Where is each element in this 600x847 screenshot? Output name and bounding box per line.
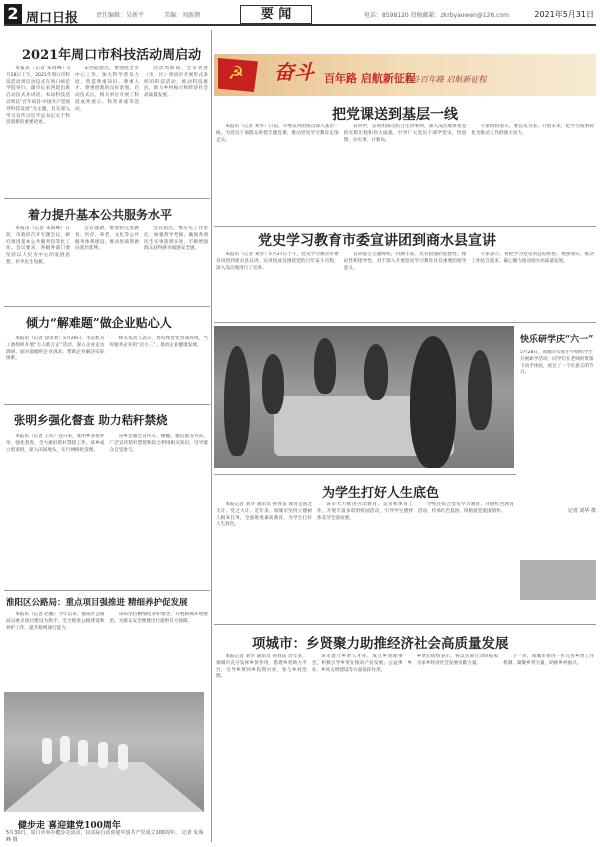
paragraph: 宣讲中，宣讲团成员结合生动事例，深入浅出地讲述党的光辉历程和伟大成就，引导广大党员干部学党史、悟思想、办实事、开新局。 (343, 124, 467, 143)
photo-caption-title: 健步走 喜迎建党100周年 (18, 821, 121, 831)
divider (214, 322, 596, 323)
students-col (317, 502, 413, 620)
paragraph: 本报讯（记者 刘华）日前，市委宣讲团成员深入基层一线，为党员干部群众讲授专题党课，推动党史学习教育走深走实。 (216, 124, 339, 143)
banner-tail: 奋斗百年路 启航新征程 (404, 75, 487, 84)
paragraph: 本报讯（记者 徐永智）5月28日，市直机关工委组织开展“万人助万企”活动，深入企业走访调研，面对面倾听企业诉求，帮助企业解决实际困难。 (6, 336, 105, 362)
xiangcheng-body (216, 654, 594, 840)
runner-figure (118, 744, 128, 770)
paragraph: 该局坚持精细化养护理念，开展路域环境整治，为群众安全便捷出行提供有力保障。 (109, 612, 208, 624)
column-divider (211, 30, 212, 842)
township-headline: 张明乡强化督查 助力秸秆禁烧 (14, 413, 168, 427)
grassroots-col (216, 124, 339, 222)
paragraph: 学校还结合党史学习教育，开展红色教育活动，传承红色基因，厚植爱党爱国情怀。 (418, 502, 514, 514)
sidebar-paragraph: 5月28日，项城市实验小学组织学生开展研学活动，同学们在老师的带领下动手体验，度过了一个有意义的节日。 (520, 350, 594, 376)
banner-sub: 百年路 启航新征程 (324, 72, 416, 85)
paragraph: 本报讯（记者 赵鹏）今年以来，淮阳区公路局以重点项目建设为抓手，全力推进公路建设和养护工作，提升路网通行能力。 (6, 612, 105, 631)
handle-col (6, 336, 105, 400)
sidebar-credit: 记者 刘华 摄 (567, 508, 596, 514)
runner-figure (60, 736, 70, 762)
walking-photo (4, 692, 204, 812)
paragraph: 本报记者 刘华 通讯员 孙春雷 近年来，项城市充分发挥乡贤作用，搭建乡贤助力平台，引导乡贤回乡投资兴业、参与乡村治理。 (216, 654, 307, 680)
tech-col (75, 66, 139, 194)
study-tour-photo (214, 326, 514, 468)
xiangcheng-col (312, 654, 403, 840)
shangshui-col (216, 252, 339, 318)
tech-col (6, 66, 70, 194)
paragraph: 会议强调，要加快完善教育、医疗、养老、文化等公共服务体系建设，推动优质资源向基层延伸。 (75, 226, 139, 252)
service-col (75, 226, 139, 302)
runner-figure (98, 742, 108, 768)
issue-date: 2021年5月31日 (534, 10, 594, 19)
runner-figure (78, 740, 88, 766)
paragraph: 宋西超指出，要围绕全市中心工作，加大科学普及力度，营造尊重知识、尊重人才、尊重创新的良好氛围。启动仪式后，相关单位开展了科技成果展示、科普讲座等活动。 (75, 66, 139, 112)
divider (214, 474, 516, 475)
paragraph: 相关负责人表示，将持续优化营商环境，当好服务企业的“店小二”，推动企业健康发展。 (109, 336, 208, 348)
paragraph: 大家表示，将把学习党史同总结经验、观照现实、推动工作结合起来，凝心聚力推动商水高质量发展。 (471, 252, 595, 264)
handle-body (6, 336, 208, 400)
section-label: 要 闻 (240, 5, 312, 24)
grassroots-col (471, 124, 594, 222)
banner-main: 奋斗 (274, 60, 314, 84)
student-figure (314, 338, 336, 394)
sidebar-title: 快乐研学庆“六一” (520, 335, 594, 345)
handle-headline: 倾力“解难题”做企业贴心人 (26, 316, 172, 330)
divider (4, 198, 210, 199)
handle-col (110, 336, 209, 400)
township-col (6, 434, 105, 586)
tech-body (6, 66, 208, 194)
paragraph: 该乡还通过宣传车、横幅、微信群等方式，广泛宣传秸秆禁烧和综合利用相关知识，引导群众自觉参与。 (109, 434, 208, 453)
service-body (6, 226, 208, 302)
student-figure (364, 344, 388, 400)
student-figure (410, 336, 456, 468)
divider (214, 624, 596, 625)
shangshui-headline: 党史学习教育市委宣讲团到商水县宣讲 (258, 233, 496, 249)
huaiyang-col (6, 612, 105, 688)
divider (4, 404, 210, 405)
divider (4, 590, 210, 591)
caption-text: 5月30日，周口市举办健步走活动，以实际行动喜迎中国共产党成立100周年。 (6, 830, 181, 836)
small-photo (520, 560, 596, 600)
xiangcheng-col (503, 654, 594, 840)
service-headline: 着力提升基本公共服务水平 (28, 208, 173, 222)
tech-headline: 2021年周口市科技活动周启动 (22, 48, 202, 63)
township-col (110, 434, 209, 586)
anniversary-banner (214, 54, 596, 96)
paragraph: 活动周期间，全市各县（市、区）将同步开展形式多样的科技活动，推动科技惠民，助力乡村振兴和经济社会高质量发展。 (144, 66, 208, 99)
road-shape (4, 762, 204, 812)
shangshui-body (216, 252, 594, 318)
tech-col (144, 66, 208, 194)
party-emblem-icon: ☭ (227, 63, 245, 84)
grassroots-col (344, 124, 467, 222)
page-number: 2 (4, 4, 22, 24)
divider (214, 226, 596, 227)
paragraph: 本报讯（记者 朱海峰）日前，市政府召开专题会议，研究推进基本公共服务均等化工作。会议要求，各级各部门要坚持以人民为中心的发展思想，补齐民生短板。 (6, 226, 70, 265)
paragraph: 下一步，项城市将进一步完善乡贤工作机制，凝聚乡贤力量，助推乡村振兴。 (503, 654, 594, 666)
paragraph: 大家纷纷表示，要以史为鉴、开创未来，把学习成果转化为推动工作的强大动力。 (471, 124, 595, 136)
service-col (6, 226, 70, 302)
photo-caption (6, 830, 206, 844)
paragraph: 该市大力推进劳动教育、美育和体育工作，开展丰富多彩的校园活动，引导学生德智体美劳全面发展。 (317, 502, 413, 521)
huaiyang-col (110, 612, 209, 688)
paper-name: 周口日报 (26, 11, 79, 26)
paragraph: 该市建立乡贤人才库，成立乡贤理事会，积极引导乡贤在推动产业发展、公益事业、乡风文明建设等方面发挥作用。 (311, 654, 403, 673)
paragraph: 本报讯（记者 王伟）连日来，张明乡多措并举，强化督查，全力做好秸秆禁烧工作。该乡成立督查组，深入田间地头，实行网格化管理。 (6, 434, 105, 453)
paragraph: 会议指出，要压实工作责任，加强督导考核，确保各项民生实事落到实处，不断增强群众获得感幸福感安全感。 (144, 226, 208, 252)
students-headline: 为学生打好人生底色 (322, 486, 440, 501)
paragraph: 乡贤们纷纷表示，将以实际行动回报家乡，为家乡经济社会发展贡献力量。 (407, 654, 499, 666)
masthead (4, 4, 596, 26)
students-col (216, 502, 312, 620)
huaiyang-body (6, 612, 208, 688)
paragraph: 本报讯（记者 刘华）5月27日上午，党史学习教育市委宣讲团到商水县宣讲。宣讲团成员围绕党的百年奋斗历程，深入浅出地进行了宣讲。 (216, 252, 339, 271)
township-body (6, 434, 208, 586)
editor-info: 责任编辑：吴新平 (96, 12, 145, 19)
caption-credit: 记者 朱海峰 摄 (6, 830, 204, 843)
students-col (418, 502, 514, 620)
service-col (144, 226, 208, 302)
contact-info: 电话：8598120 投稿邮箱：zkrbyaowen@126.com (364, 12, 510, 19)
shangshui-col (344, 252, 467, 318)
sidebar-text (520, 350, 596, 500)
grassroots-headline: 把党课送到基层一线 (332, 107, 458, 123)
students-body (216, 502, 514, 620)
paragraph: 本报讯（记者 朱海峰）5月28日上午，2021年周口市科技活动周启动仪式在周口师范学院举行。副市长宋西超出席启动仪式并讲话。本届科技活动周以“百年回首·中国共产党领导科技发展”为主题，旨在深入学习宣传习近平总书记关于科技创新的重要论述。 (6, 66, 70, 126)
huaiyang-headline: 淮阳区公路局：重点项目强推进 精细养护促发展 (6, 598, 188, 608)
xiangcheng-col (408, 654, 499, 840)
student-figure (468, 350, 492, 430)
shangshui-col (471, 252, 594, 318)
xiangcheng-col (216, 654, 307, 840)
student-figure (224, 346, 250, 456)
xiangcheng-headline: 项城市：乡贤聚力助推经济社会高质量发展 (252, 636, 509, 652)
designer-info: 美编：刘新颜 (164, 12, 201, 19)
grassroots-body (216, 124, 594, 222)
paragraph: 宣讲报告主题鲜明、内涵丰富，具有很强的思想性、理论性和指导性，对于深入开展党史学习教育具有重要的指导意义。 (343, 252, 467, 271)
runner-figure (42, 738, 52, 764)
paragraph: 本报记者 刘华 通讯员 孙春雷 教育是国之大计、党之大计。近年来，项城市坚持立德树人根本任务，全面推进素质教育，为学生打好人生底色。 (216, 502, 312, 528)
student-figure (262, 354, 284, 414)
divider (4, 306, 210, 307)
